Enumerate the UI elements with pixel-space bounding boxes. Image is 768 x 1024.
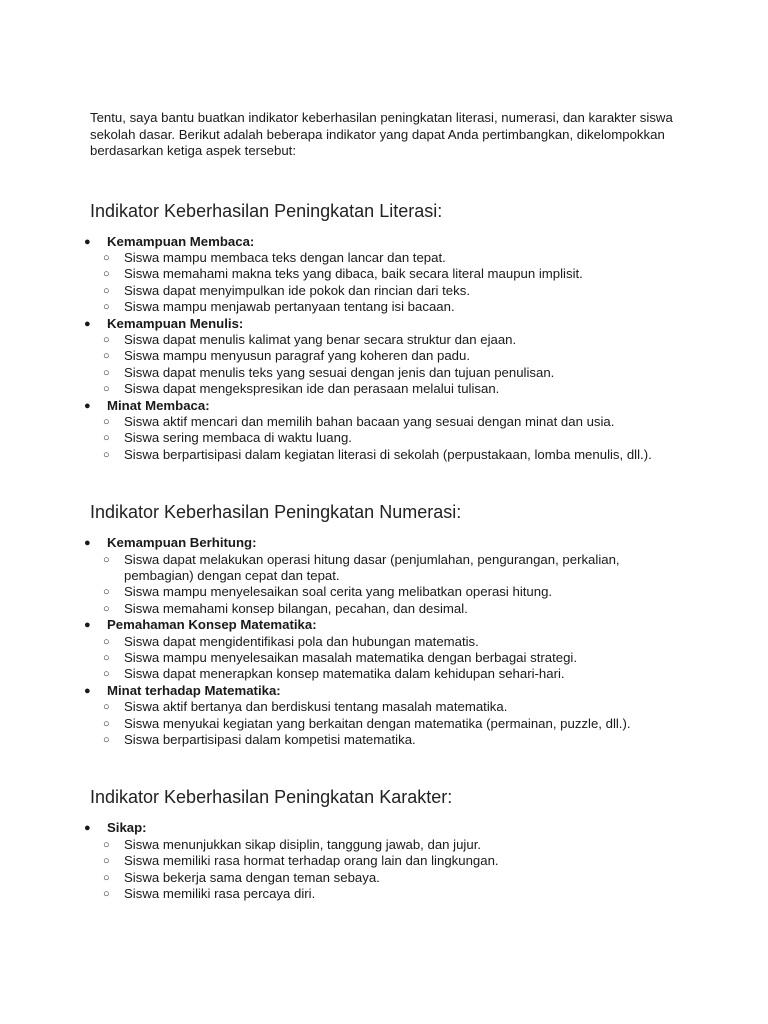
list-item — [84, 682, 690, 749]
list-item — [103, 836, 690, 853]
filled-bullet-icon: ● — [84, 235, 91, 248]
filled-bullet-icon: ● — [84, 619, 91, 632]
list-item — [103, 446, 690, 463]
group-label: Pemahaman Konsep Matematika: — [107, 617, 317, 633]
list-item — [103, 633, 690, 650]
hollow-bullet-icon: ○ — [103, 284, 110, 297]
list-item — [103, 413, 690, 430]
list-item-text: Siswa dapat menyimpulkan ide pokok dan rincian dari teks. — [124, 282, 470, 298]
list-item — [84, 535, 690, 617]
list-item — [103, 249, 690, 266]
list-item-text: Siswa dapat melakukan operasi hitung dasar (penjumlahan, pengurangan, perkalian, pembagian) dengan cepat dan tepat. — [124, 551, 620, 583]
list-item-text: Siswa mampu menjawab pertanyaan tentang isi bacaan. — [124, 299, 455, 315]
hollow-bullet-icon: ○ — [103, 553, 110, 566]
list-item — [103, 666, 690, 682]
hollow-bullet-icon: ○ — [103, 717, 110, 730]
list-item-text: Siswa mampu menyusun paragraf yang koheren dan padu. — [124, 348, 471, 364]
list-item — [103, 650, 690, 666]
list-item — [103, 299, 690, 315]
list-item — [103, 886, 690, 902]
group-label: Minat Membaca: — [107, 397, 210, 413]
list-item-text: Siswa dapat menulis teks yang sesuai dengan jenis dan tujuan penulisan. — [124, 364, 555, 380]
hollow-bullet-icon: ○ — [103, 432, 110, 445]
group-label: Sikap: — [107, 820, 147, 836]
list-item — [84, 233, 690, 316]
document-page — [84, 110, 690, 903]
list-item — [103, 732, 690, 748]
list-item-text: Siswa mampu menyelesaikan soal cerita yang melibatkan operasi hitung. — [124, 584, 553, 600]
list-item — [84, 820, 690, 902]
hollow-bullet-icon: ○ — [103, 701, 110, 714]
group-label: Kemampuan Membaca: — [107, 233, 255, 249]
list-item — [103, 869, 690, 886]
list-item-text: Siswa bekerja sama dengan teman sebaya. — [124, 869, 380, 885]
filled-bullet-icon: ● — [84, 399, 91, 412]
list-item-text: Siswa mampu menyelesaikan masalah matematika dengan berbagai strategi. — [124, 650, 578, 666]
list-item-text: Siswa memahami konsep bilangan, pecahan, dan desimal. — [124, 600, 468, 616]
section-title-literasi: Indikator Keberhasilan Peningkatan Literasi: — [90, 200, 443, 221]
list-item — [103, 331, 690, 348]
list-item — [84, 397, 690, 464]
list-item-text: Siswa dapat mengidentifikasi pola dan hubungan matematis. — [124, 633, 479, 649]
hollow-bullet-icon: ○ — [103, 448, 110, 461]
filled-bullet-icon: ● — [84, 822, 91, 835]
list-item-text: Siswa memiliki rasa hormat terhadap orang lain dan lingkungan. — [124, 853, 499, 869]
hollow-bullet-icon: ○ — [103, 871, 110, 884]
list-item — [103, 584, 690, 600]
intro-paragraph: Tentu, saya bantu buatkan indikator keberhasilan peningkatan literasi, numerasi, dan karakter siswa sekolah dasar. Berikut adalah beberapa indikator yang dapat Anda pertimbangkan, dikelompokkan berdasarkan ketiga aspek tersebut: — [90, 110, 673, 158]
hollow-bullet-icon: ○ — [103, 734, 110, 747]
karakter-list — [84, 820, 690, 902]
hollow-bullet-icon: ○ — [103, 301, 110, 314]
list-item — [103, 282, 690, 299]
list-item-text: Siswa sering membaca di waktu luang. — [124, 430, 352, 446]
hollow-bullet-icon: ○ — [103, 415, 110, 428]
list-item-text: Siswa mampu membaca teks dengan lancar dan tepat. — [124, 249, 446, 265]
list-item-text: Siswa memiliki rasa percaya diri. — [124, 886, 316, 902]
list-item-text: Siswa aktif bertanya dan berdiskusi tentang masalah matematika. — [124, 699, 508, 715]
hollow-bullet-icon: ○ — [103, 350, 110, 363]
hollow-bullet-icon: ○ — [103, 668, 110, 681]
hollow-bullet-icon: ○ — [103, 888, 110, 901]
hollow-bullet-icon: ○ — [103, 251, 110, 264]
hollow-bullet-icon: ○ — [103, 383, 110, 396]
list-item — [103, 364, 690, 381]
list-item — [103, 715, 690, 732]
hollow-bullet-icon: ○ — [103, 838, 110, 851]
hollow-bullet-icon: ○ — [103, 268, 110, 281]
numerasi-list — [84, 535, 690, 748]
list-item-text: Siswa memahami makna teks yang dibaca, baik secara literal maupun implisit. — [124, 266, 583, 282]
hollow-bullet-icon: ○ — [103, 855, 110, 868]
list-item — [84, 315, 690, 398]
group-label: Kemampuan Berhitung: — [107, 535, 257, 551]
list-item — [103, 348, 690, 364]
list-item-text: Siswa berpartisipasi dalam kegiatan literasi di sekolah (perpustakaan, lomba menulis, dll.). — [124, 446, 652, 462]
hollow-bullet-icon: ○ — [103, 602, 110, 615]
filled-bullet-icon: ● — [84, 537, 91, 550]
group-label: Minat terhadap Matematika: — [107, 682, 281, 698]
section-title-numerasi: Indikator Keberhasilan Peningkatan Numerasi: — [90, 502, 462, 523]
list-item-text: Siswa dapat mengekspresikan ide dan perasaan melalui tulisan. — [124, 381, 500, 397]
list-item — [103, 600, 690, 617]
section-title-karakter: Indikator Keberhasilan Peningkatan Karakter: — [90, 787, 453, 808]
hollow-bullet-icon: ○ — [103, 652, 110, 665]
list-item-text: Siswa aktif mencari dan memilih bahan bacaan yang sesuai dengan minat dan usia. — [124, 413, 615, 429]
list-item-text: Siswa berpartisipasi dalam kompetisi matematika. — [124, 732, 416, 748]
list-item-text: Siswa menyukai kegiatan yang berkaitan dengan matematika (permainan, puzzle, dll.). — [124, 715, 631, 731]
literasi-list — [84, 233, 690, 464]
hollow-bullet-icon: ○ — [103, 366, 110, 379]
filled-bullet-icon: ● — [84, 684, 91, 697]
list-item-text: Siswa dapat menulis kalimat yang benar secara struktur dan ejaan. — [124, 331, 517, 347]
list-item — [84, 617, 690, 683]
hollow-bullet-icon: ○ — [103, 586, 110, 599]
hollow-bullet-icon: ○ — [103, 333, 110, 346]
hollow-bullet-icon: ○ — [103, 635, 110, 648]
list-item — [103, 381, 690, 397]
list-item — [103, 699, 690, 715]
group-label: Kemampuan Menulis: — [107, 315, 244, 331]
list-item — [103, 551, 690, 585]
list-item-text: Siswa dapat menerapkan konsep matematika dalam kehidupan sehari-hari. — [124, 666, 565, 682]
list-item-text: Siswa menunjukkan sikap disiplin, tanggung jawab, dan jujur. — [124, 836, 482, 852]
list-item — [103, 853, 690, 869]
filled-bullet-icon: ● — [84, 317, 91, 330]
list-item — [103, 266, 690, 282]
list-item — [103, 430, 690, 446]
